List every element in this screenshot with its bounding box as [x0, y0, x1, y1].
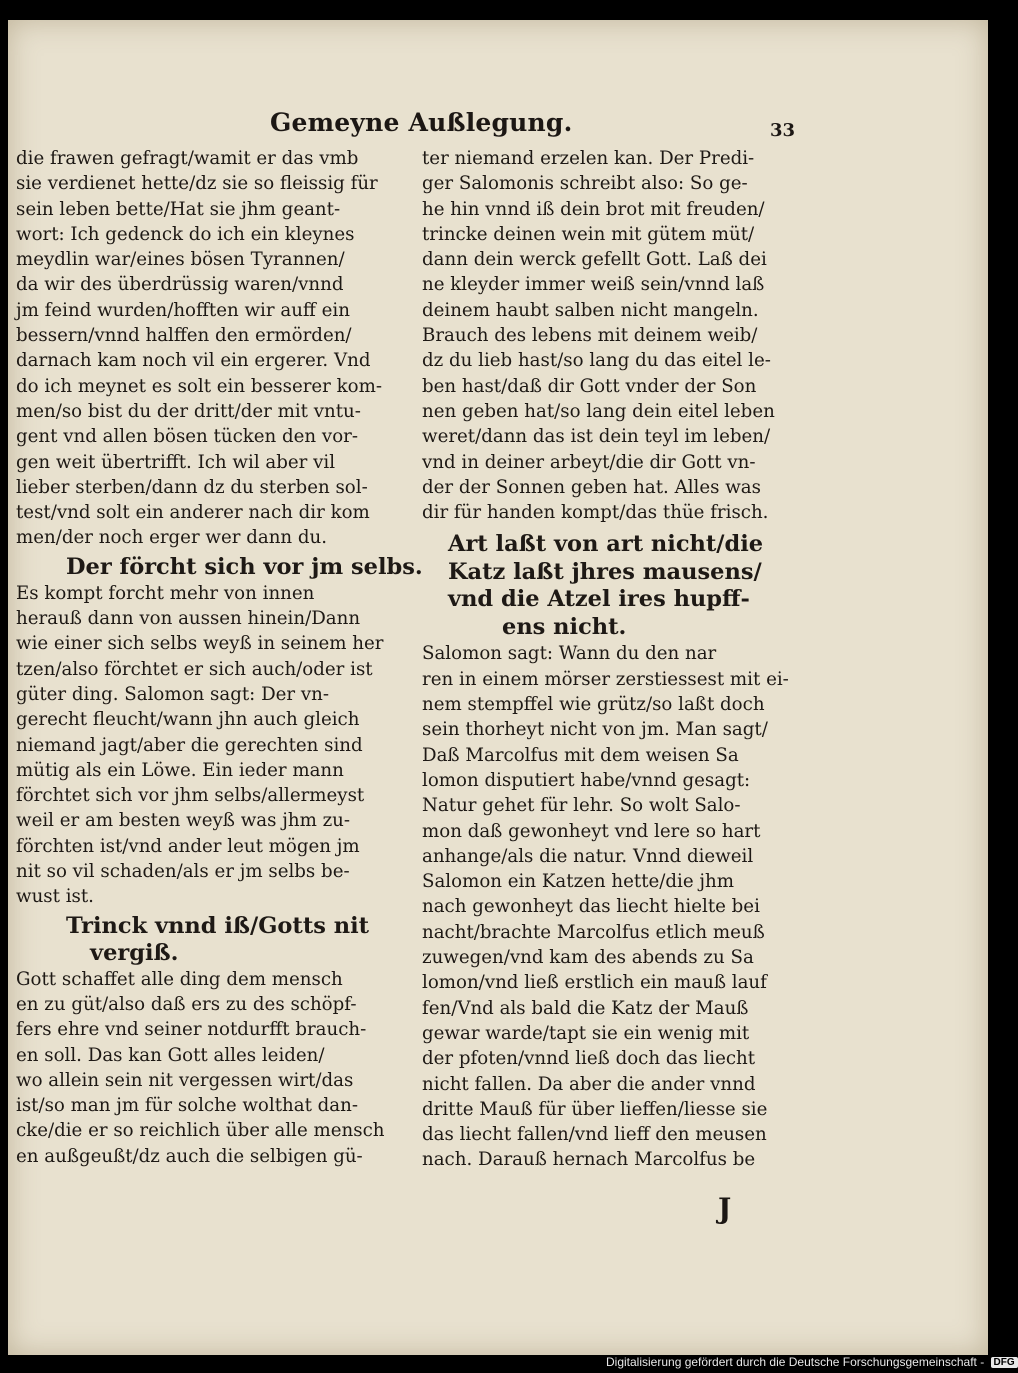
right-paragraph-1-line: der der Sonnen geben hat. Alles was — [422, 476, 761, 498]
left-paragraph-1-line: wort: Ich gedenck do ich ein kleynes — [16, 223, 355, 245]
left-paragraph-1 — [16, 146, 404, 551]
right-paragraph-1-line: nen geben hat/so lang dein eitel leben — [422, 400, 775, 422]
left-paragraph-2-line: förchtet sich vor jhm selbs/allermeyst — [16, 785, 365, 807]
right-paragraph-1-line: Brauch des lebens mit deinem weib/ — [422, 325, 758, 347]
right-paragraph-2 — [422, 641, 810, 1172]
credit-text: Digitalisierung gefördert durch die Deutsche Forschungsgemeinschaft - — [606, 1355, 985, 1369]
right-paragraph-2-line: anhange/als die natur. Vnnd dieweil — [422, 845, 754, 867]
left-paragraph-2 — [16, 581, 404, 910]
left-paragraph-2-line: weil er am besten weyß was jhm zu- — [16, 810, 351, 832]
left-paragraph-3-line: en zu güt/also daß ers zu des schöpf- — [16, 993, 357, 1015]
right-paragraph-2-line: nicht fallen. Da aber die ander vnnd — [422, 1073, 756, 1095]
running-head: Gemeyne Außlegung. — [270, 108, 573, 137]
left-paragraph-1-line: do ich meynet es solt ein besserer kom- — [16, 375, 382, 397]
right-paragraph-1 — [422, 146, 810, 525]
left-paragraph-2-line: wie einer sich selbs weyß in seinem her — [16, 633, 384, 655]
left-paragraph-1-line: men/so bist du der dritt/der mit vntu- — [16, 400, 361, 422]
left-paragraph-1-line: darnach kam noch vil ein ergerer. Vnd — [16, 350, 371, 372]
right-paragraph-1-line: vnd in deiner arbeyt/die dir Gott vn- — [422, 451, 756, 473]
left-paragraph-2-line: gerecht fleucht/wann jhn auch gleich — [16, 709, 360, 731]
left-paragraph-3-line: en außgeußt/dz auch die selbigen gü- — [16, 1145, 363, 1167]
right-paragraph-1-line: ter niemand erzelen kan. Der Predi- — [422, 148, 755, 169]
left-paragraph-3-line: wo allein sein nit vergessen wirt/das — [16, 1069, 354, 1091]
signature-mark: J — [718, 1192, 732, 1225]
left-paragraph-2-line: nit so vil schaden/als er jm selbs be- — [16, 861, 350, 883]
right-paragraph-2-line: das liecht fallen/vnd lieff den meusen — [422, 1124, 767, 1146]
right-paragraph-2-line: nacht/brachte Marcolfus etlich meuß — [422, 921, 765, 943]
left-paragraph-2-line: mütig als ein Löwe. Ein ieder mann — [16, 759, 344, 781]
left-paragraph-3-line: fers ehre vnd seiner notdurfft brauch- — [16, 1019, 367, 1041]
left-heading-1: Der förcht sich vor jm selbs. — [66, 553, 423, 580]
page-number: 33 — [770, 120, 796, 141]
left-paragraph-3-line: en soll. Das kan Gott alles leiden/ — [16, 1044, 325, 1066]
left-paragraph-2-line: tzen/also förchtet er sich auch/oder ist — [16, 658, 373, 680]
left-paragraph-1-line: men/der noch erger wer dann du. — [16, 527, 328, 549]
right-paragraph-2-line: nem stempffel wie grütz/so laßt doch — [422, 694, 765, 716]
left-paragraph-1-line: die frawen gefragt/wamit er das vmb — [16, 148, 359, 169]
right-paragraph-2-line: ren in einem mörser zerstiessest mit ei- — [422, 668, 789, 690]
left-paragraph-3-line: Gott schaffet alle ding dem mensch — [16, 968, 343, 990]
right-paragraph-2-line: fen/Vnd als bald die Katz der Mauß — [422, 997, 749, 1019]
right-paragraph-2-line: nach gewonheyt das liecht hielte bei — [422, 896, 760, 918]
left-column — [16, 146, 423, 1169]
right-paragraph-2-line: der pfoten/vnnd ließ doch das liecht — [422, 1048, 756, 1070]
right-paragraph-2-line: mon daß gewonheyt vnd lere so hart — [422, 820, 761, 842]
left-paragraph-3-line: cke/die er so reichlich über alle mensch — [16, 1120, 385, 1142]
digitization-credit — [606, 1355, 1018, 1369]
right-paragraph-1-line: he hin vnnd iß dein brot mit freuden/ — [422, 198, 765, 220]
left-paragraph-1-line: da wir des überdrüssig waren/vnnd — [16, 274, 344, 296]
left-paragraph-2-line: niemand jagt/aber die gerechten sind — [16, 734, 363, 756]
right-heading-1 — [422, 531, 810, 641]
right-paragraph-2-line: lomon/vnd ließ erstlich ein mauß lauf — [422, 972, 767, 994]
right-paragraph-2-line: Daß Marcolfus mit dem weisen Sa — [422, 744, 739, 766]
left-paragraph-1-line: test/vnd solt ein anderer nach dir kom — [16, 502, 370, 524]
right-paragraph-1-line: trincke deinen wein mit gütem müt/ — [422, 223, 755, 245]
right-paragraph-2-line: lomon disputiert habe/vnnd gesagt: — [422, 769, 751, 791]
right-paragraph-2-line: dritte Mauß für über lieffen/liesse sie — [422, 1098, 768, 1120]
right-paragraph-1-line: ger Salomonis schreibt also: So ge- — [422, 173, 748, 195]
right-paragraph-1-line: dir für handen kompt/das thüe frisch. — [422, 502, 769, 524]
left-paragraph-3-line: ist/so man jm für solche wolthat dan- — [16, 1095, 359, 1117]
left-paragraph-1-line: sie verdienet hette/dz sie so fleissig für — [16, 173, 378, 195]
book-page — [8, 20, 988, 1355]
right-paragraph-1-line: deinem haubt salben nicht mangeln. — [422, 299, 759, 321]
left-paragraph-1-line: gent vnd allen bösen tücken den vor- — [16, 426, 358, 448]
right-paragraph-2-line: gewar warde/tapt sie ein wenig mit — [422, 1022, 750, 1044]
right-paragraph-1-line: dz du lieb hast/so lang du das eitel le- — [422, 350, 771, 372]
left-heading-2-line-1: Trinck vnnd iß/Gotts nit — [66, 912, 370, 939]
right-paragraph-2-line: nach. Darauß hernach Marcolfus be — [422, 1149, 756, 1171]
left-heading-2-line-2: vergiß. — [90, 939, 179, 966]
left-paragraph-2-line: herauß dann von aussen hinein/Dann — [16, 608, 361, 630]
left-paragraph-2-line: Es kompt forcht mehr von innen — [16, 582, 315, 604]
left-paragraph-1-line: lieber sterben/dann dz du sterben sol- — [16, 476, 368, 498]
right-paragraph-1-line: weret/dann das ist dein teyl im leben/ — [422, 426, 771, 448]
right-paragraph-2-line: zuwegen/vnd kam des abends zu Sa — [422, 947, 754, 969]
left-paragraph-1-line: bessern/vnnd halffen den ermörden/ — [16, 325, 352, 347]
right-paragraph-1-line: ben hast/daß dir Gott vnder der Son — [422, 375, 757, 397]
dfg-logo: DFG — [991, 1357, 1018, 1368]
left-paragraph-2-line: wust ist. — [16, 886, 94, 908]
right-heading-1-line: Katz laßt jhres mausens/ — [448, 558, 762, 585]
left-paragraph-3 — [16, 967, 404, 1169]
right-paragraph-1-line: ne kleyder immer weiß sein/vnnd laß — [422, 274, 765, 296]
left-paragraph-1-line: gen weit übertrifft. Ich wil aber vil — [16, 451, 336, 473]
right-heading-1-line: ens nicht. — [502, 613, 627, 640]
left-paragraph-2-line: güter ding. Salomon sagt: Der vn- — [16, 683, 330, 705]
left-paragraph-1-line: meydlin war/eines bösen Tyrannen/ — [16, 249, 345, 271]
right-paragraph-1-line: dann dein werck gefellt Gott. Laß dei — [422, 249, 767, 271]
left-paragraph-1-line: jm feind wurden/hofften wir auff ein — [16, 299, 350, 321]
right-paragraph-2-line: sein thorheyt nicht von jm. Man sagt/ — [422, 719, 768, 741]
right-heading-1-line: Art laßt von art nicht/die — [448, 531, 764, 558]
right-paragraph-2-line: Natur gehet für lehr. So wolt Salo- — [422, 795, 741, 817]
right-heading-1-line: vnd die Atzel ires hupff- — [448, 586, 750, 613]
right-column — [422, 146, 810, 1173]
right-paragraph-2-line: Salomon ein Katzen hette/die jhm — [422, 871, 735, 893]
left-paragraph-2-line: förchten ist/vnd ander leut mögen jm — [16, 835, 360, 857]
right-paragraph-2-line: Salomon sagt: Wann du den nar — [422, 643, 717, 665]
left-paragraph-1-line: sein leben bette/Hat sie jhm geant- — [16, 198, 341, 220]
